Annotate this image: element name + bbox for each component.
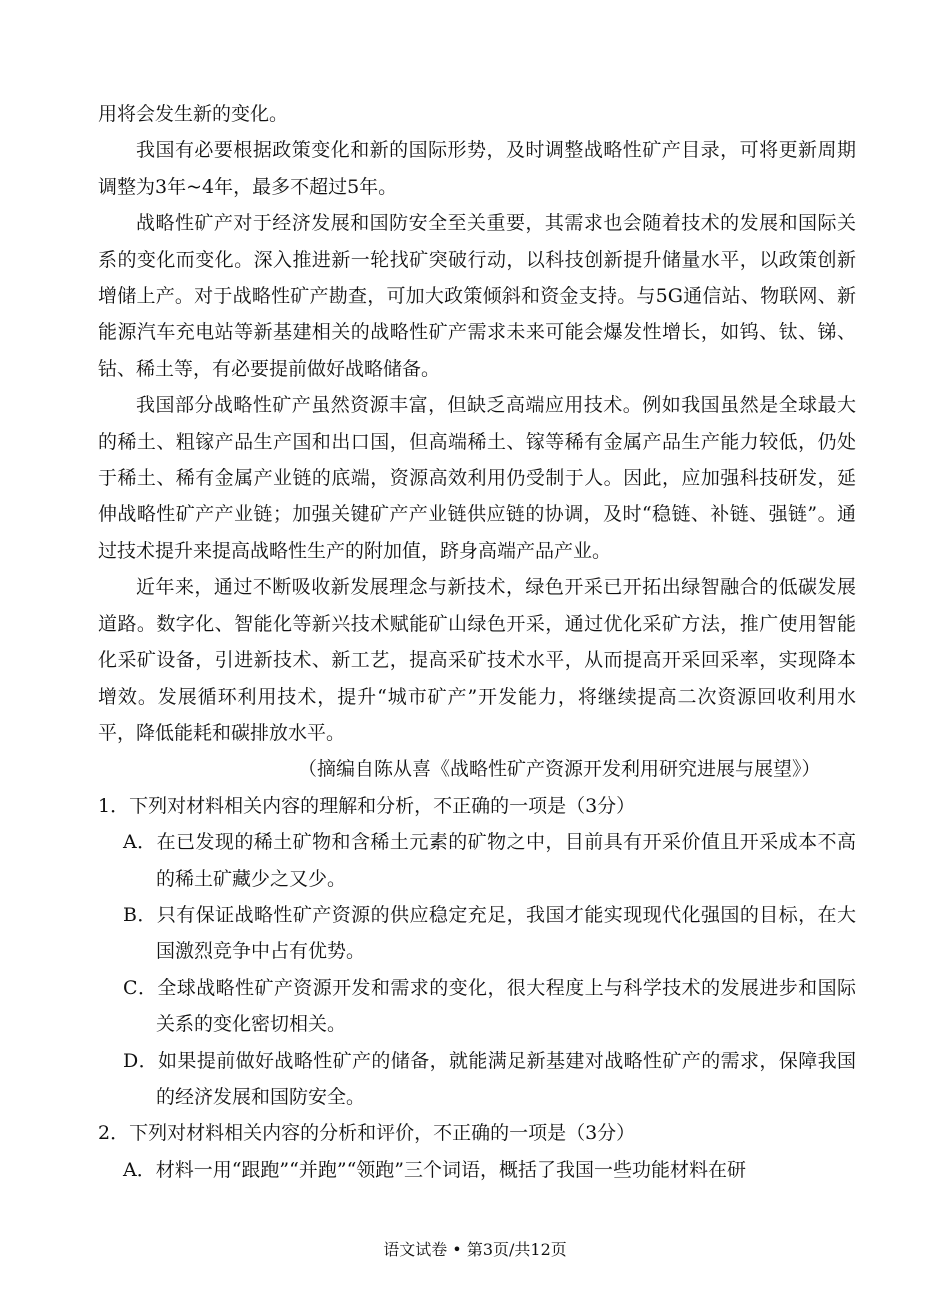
- page-footer: 语文试卷 • 第3页/共12页: [383, 1240, 567, 1259]
- paragraph-strategic-reserve: 战略性矿产对于经济发展和国防安全至关重要，其需求也会随着技术的发展和国际关系的变化而变化。深入推进新一轮找矿突破行动，以科技创新提升储量水平，以政策创新增储上产。对于战略性矿产勘查，可加大政策倾斜和资金支持。与5G通信站、物联网、新能源汽车充电站等新基建相关的战略性矿产需求未来可能会爆发性增长，如钨、钛、锑、钴、稀土等，有必要提前做好战略储备。: [98, 212, 856, 380]
- question-1-option-c: C．全球战略性矿产资源开发和需求的变化，很大程度上与科学技术的发展进步和国际关系的变化密切相关。: [123, 976, 856, 1036]
- paragraph-green-mining: 近年来，通过不断吸收新发展理念与新技术，绿色开采已开拓出绿智融合的低碳发展道路。数字化、智能化等新兴技术赋能矿山绿色开采，通过优化采矿方法，推广使用智能化采矿设备，引进新技术、新工艺，提高采矿技术水平，从而提高开采回采率，实现降本增效。发展循环利用技术，提升“城市矿产”开发能力，将继续提高二次资源回收利用水平，降低能耗和碳排放水平。: [98, 576, 856, 744]
- question-1-option-a: A．在已发现的稀土矿物和含稀土元素的矿物之中，目前具有开采价值且开采成本不高的稀土矿藏少之又少。: [123, 831, 856, 890]
- continuation-line: 用将会发生新的变化。: [98, 103, 289, 125]
- exam-page-body: [98, 96, 856, 1188]
- paragraph-update-cycle: 我国有必要根据政策变化和新的国际形势，及时调整战略性矿产目录，可将更新周期调整为3年~4年，最多不超过5年。: [98, 139, 856, 198]
- source-citation: （摘编自陈从喜《战略性矿产资源开发利用研究进展与展望》）: [298, 758, 821, 781]
- question-2-option-a: A．材料一用“跟跑”“并跑”“领跑”三个词语，概括了我国一些功能材料在研: [123, 1158, 747, 1181]
- question-1-option-b: B．只有保证战略性矿产资源的供应稳定充足，我国才能实现现代化强国的目标，在大国激烈竞争中占有优势。: [123, 903, 856, 963]
- question-2-stem: 2．下列对材料相关内容的分析和评价，不正确的一项是（3分）: [98, 1122, 636, 1145]
- question-1-option-d: D．如果提前做好战略性矿产的储备，就能满足新基建对战略性矿产的需求，保障我国的经济发展和国防安全。: [123, 1049, 856, 1108]
- question-1-stem: 1．下列对材料相关内容的理解和分析，不正确的一项是（3分）: [98, 794, 636, 817]
- paragraph-high-end-technology: 我国部分战略性矿产虽然资源丰富，但缺乏高端应用技术。例如我国虽然是全球最大的稀土、粗镓产品生产国和出口国，但高端稀土、镓等稀有金属产品生产能力较低，仍处于稀土、稀有金属产业链的底端，资源高效利用仍受制于人。因此，应加强科技研发，延伸战略性矿产产业链；加强关键矿产产业链供应链的协调，及时“稳链、补链、强链”。通过技术提升来提高战略性生产的附加值，跻身高端产品产业。: [98, 394, 856, 562]
